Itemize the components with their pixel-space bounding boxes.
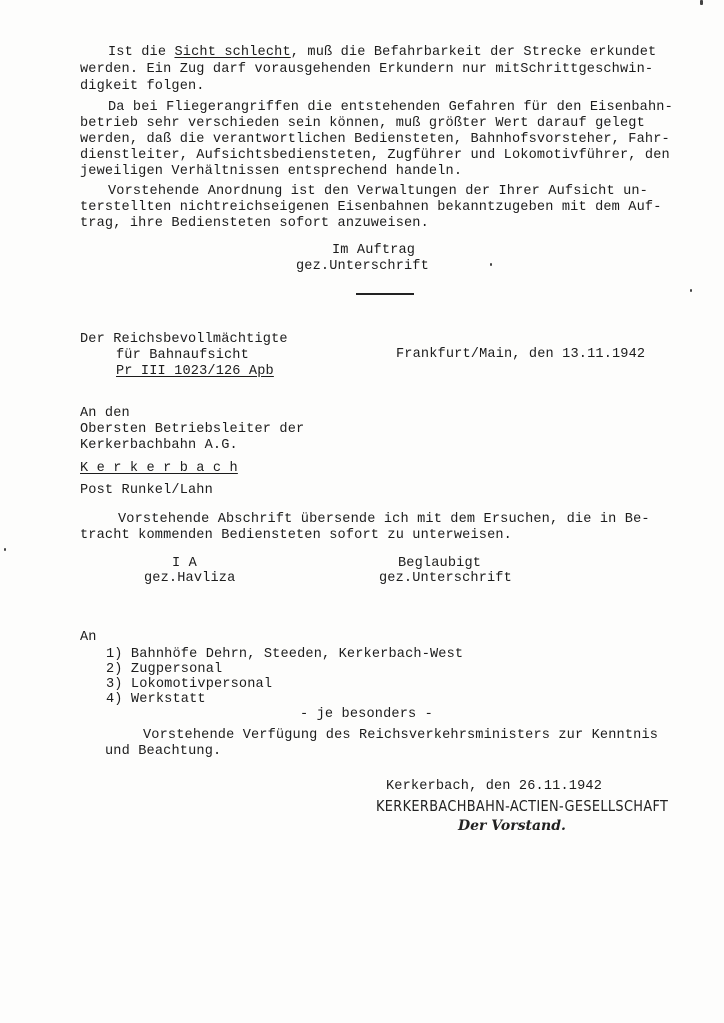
certified-signature: gez.Unterschrift [379,571,512,586]
distribution-each: - je besonders - [300,707,433,722]
distribution-item-1: 1) Bahnhöfe Dehrn, Steeden, Kerkerbach-West [106,647,464,662]
text-run: Ist die [108,45,175,60]
decree-p2-line-4: dienstleiter, Aufsichtsbediensteten, Zugführer und Lokomotivführer, den [80,148,670,163]
decree-p2-line-1: Da bei Fliegerangriffen die entstehenden Gefahren für den Eisenbahn- [108,100,673,115]
ia-label: I A [172,556,197,571]
sender-line-2: für Bahnaufsicht [116,348,249,363]
decree-p3-line-3: trag, ihre Bediensteten sofort anzuweisen. [80,216,429,231]
text-run: , muß die Befahrbarkeit der Strecke erkundet [290,45,657,60]
address-line-5: Post Runkel/Lahn [80,483,213,498]
underlined-text: Sicht schlecht [174,45,291,60]
decree-p2-line-3: werden, daß die verantwortlichen Bediensteten, Bahnhofsvorsteher, Fahr- [80,132,670,147]
decree-signature-line-2: gez.Unterschrift [296,259,429,274]
reference-number: Pr III 1023/126 Apb [116,364,274,379]
distribution-item-2: 2) Zugpersonal [106,662,223,677]
distribution-note-line-2: und Beachtung. [105,744,222,759]
certified-label: Beglaubigt [398,556,482,571]
decree-p2-line-2: betrieb sehr verschieden sein können, muß größter Wert darauf gelegt [80,116,645,131]
letter-body-line-2: tracht kommenden Bediensteten sofort zu unterweisen. [80,528,512,543]
distribution-to: An [80,630,97,645]
board-stamp: Der Vorstand. [458,818,566,834]
decree-p1-line-3: digkeit folgen. [80,79,205,94]
decree-p1-line-2: werden. Ein Zug darf vorausgehenden Erkundern nur mitSchrittgeschwin- [80,62,654,77]
address-line-4: K e r k e r b a c h [80,461,238,476]
address-line-3: Kerkerbachbahn A.G. [80,438,238,453]
decree-p1-line-1 [108,45,656,61]
scan-speck [700,0,703,5]
letter-place-date: Frankfurt/Main, den 13.11.1942 [396,347,646,362]
address-line-1: An den [80,406,130,421]
sender-line-1: Der Reichsbevollmächtigte [80,332,288,347]
distribution-item-4: 4) Werkstatt [106,692,206,707]
scan-speck [4,548,6,551]
scan-speck [690,289,692,292]
address-line-2: Obersten Betriebsleiter der [80,422,305,437]
decree-signature-line-1: Im Auftrag [332,243,416,258]
scan-speck [490,263,492,266]
company-place-date: Kerkerbach, den 26.11.1942 [386,779,602,794]
decree-p3-line-1: Vorstehende Anordnung ist den Verwaltungen der Ihrer Aufsicht un- [108,184,648,199]
company-stamp: KERKERBACHBAHN-ACTIEN-GESELLSCHAFT [376,797,669,815]
section-divider [356,293,414,295]
decree-p3-line-2: terstellten nichtreichseigenen Eisenbahnen bekanntzugeben mit dem Auf- [80,200,662,215]
distribution-note-line-1: Vorstehende Verfügung des Reichsverkehrsministers zur Kenntnis [143,728,659,743]
ia-signature: gez.Havliza [144,571,236,586]
distribution-item-3: 3) Lokomotivpersonal [106,677,273,692]
letter-body-line-1: Vorstehende Abschrift übersende ich mit dem Ersuchen, die in Be- [118,512,650,527]
decree-p2-line-5: jeweiligen Verhältnissen entsprechend handeln. [80,164,463,179]
